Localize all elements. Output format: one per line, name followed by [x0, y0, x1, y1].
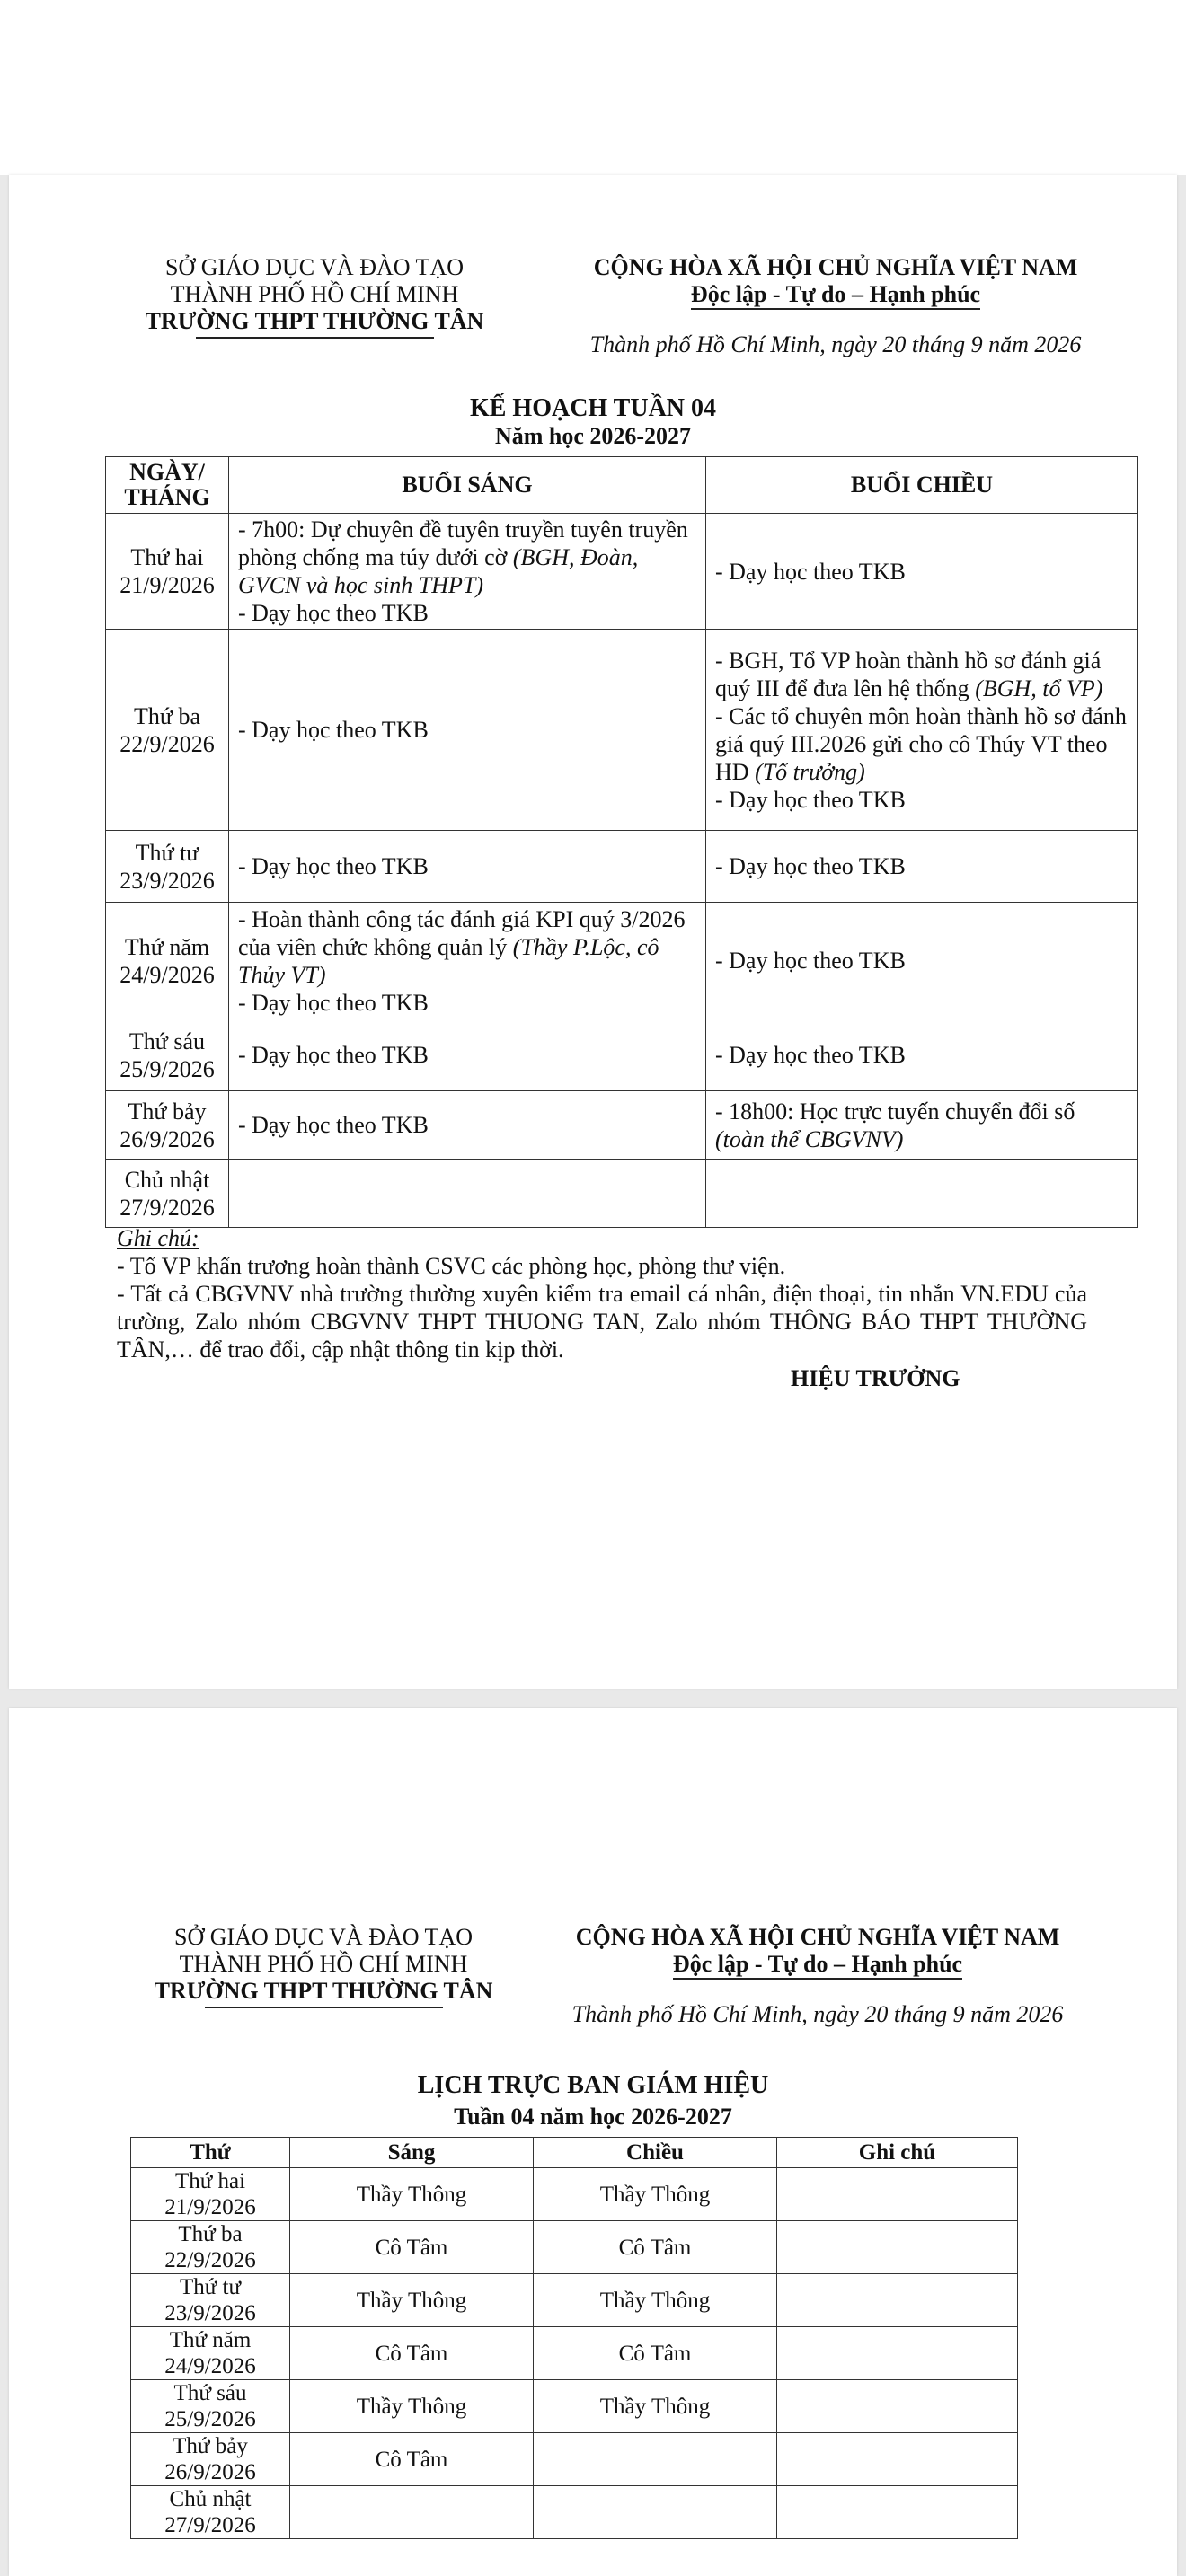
afternoon-item-participants: (BGH, tổ VP) — [975, 675, 1103, 701]
day-cell — [106, 1019, 229, 1091]
table-row — [131, 2486, 1018, 2539]
afternoon-duty: Thầy Thông — [534, 2168, 777, 2221]
afternoon-item: - Các tổ chuyên môn hoàn thành hồ sơ đánh giá quý III.2026 gửi cho cô Thúy VT theo HD — [715, 702, 1127, 785]
day-name: Thứ hai — [130, 544, 204, 570]
table-row — [131, 2380, 1018, 2433]
day-name: Thứ ba — [133, 702, 200, 729]
day-name: Chủ nhật — [169, 2487, 252, 2511]
day-date: 27/9/2026 — [119, 1194, 215, 1221]
morning-item: - Dạy học theo TKB — [238, 600, 429, 626]
morning-cell — [229, 903, 706, 1019]
day-cell — [106, 514, 229, 630]
roster-title: LỊCH TRỰC BAN GIÁM HIỆU — [417, 2071, 769, 2099]
morning-duty: Cô Tâm — [290, 2221, 534, 2274]
afternoon-duty: Cô Tâm — [534, 2221, 777, 2274]
national-motto-block — [548, 254, 1123, 358]
morning-item: - Dạy học theo TKB — [238, 989, 429, 1016]
column-header-day-line2: THÁNG — [124, 484, 210, 510]
day-name: Chủ nhật — [124, 1166, 210, 1193]
day-date: 21/9/2026 — [119, 572, 215, 598]
agency-line-2: THÀNH PHỐ HỒ CHÍ MINH — [170, 281, 459, 307]
note-line: - Tất cả CBGVNV nhà trường thường xuyên kiểm tra email cá nhân, điện thoại, tin nhắn VN.EDU của trường, Zalo nhóm CBGVNV THPT THUONG TAN, Zalo nhóm THÔNG BÁO THPT THƯỜNG TÂN,… để trao đổi, cập nhật thông tin kịp thời. — [117, 1281, 1087, 1363]
day-date: 22/9/2026 — [164, 2248, 256, 2272]
note-cell — [777, 2168, 1018, 2221]
agency-block — [126, 254, 503, 339]
weekly-plan-table — [105, 456, 1138, 1228]
table-row — [106, 1160, 1138, 1228]
country-name: CỘNG HÒA XÃ HỘI CHỦ NGHĨA VIỆT NAM — [575, 1924, 1060, 1950]
morning-cell: - Dạy học theo TKB — [229, 1091, 706, 1160]
table-row — [131, 2221, 1018, 2274]
agency-line-2: THÀNH PHỐ HỒ CHÍ MINH — [179, 1951, 468, 1977]
afternoon-cell — [706, 630, 1138, 831]
note-cell — [777, 2486, 1018, 2539]
morning-duty: Thầy Thông — [290, 2168, 534, 2221]
table-row — [106, 831, 1138, 903]
table-header-row — [106, 457, 1138, 514]
afternoon-cell — [706, 514, 1138, 630]
note-cell — [777, 2274, 1018, 2327]
day-name: Thứ hai — [174, 2169, 246, 2193]
column-header-morning: Sáng — [290, 2138, 534, 2168]
afternoon-item: - 18h00: Học trực tuyến chuyển đổi số — [715, 1098, 1075, 1125]
day-cell — [131, 2221, 290, 2274]
day-date: 23/9/2026 — [119, 867, 215, 894]
agency-underline — [205, 2007, 443, 2008]
notes-label: Ghi chú: — [117, 1225, 199, 1251]
morning-item: - 7h00: Dự chuyên đề tuyên truyền tuyên truyền phòng chống ma túy dưới cờ — [238, 516, 688, 570]
table-row — [106, 1091, 1138, 1160]
duty-roster-table — [130, 2137, 1018, 2539]
day-cell — [106, 630, 229, 831]
place-date: Thành phố Hồ Chí Minh, ngày 20 tháng 9 năm 2026 — [571, 2001, 1064, 2027]
morning-item-participants: (BGH, Đoàn, GVCN và học sinh THPT) — [238, 544, 639, 598]
afternoon-item: - Dạy học theo TKB — [715, 786, 906, 813]
table-row — [131, 2327, 1018, 2380]
day-name: Thứ sáu — [128, 1028, 206, 1054]
table-row — [106, 903, 1138, 1019]
day-date: 26/9/2026 — [119, 1125, 215, 1152]
afternoon-item-participants: (Tổ trưởng) — [755, 758, 865, 785]
notes-section — [117, 1224, 1087, 1363]
day-name: Thứ bảy — [128, 1098, 207, 1125]
weekly-plan-page — [9, 175, 1177, 1689]
school-name: TRƯỜNG THPT THƯỜNG TÂN — [154, 1978, 493, 2004]
morning-cell: - Dạy học theo TKB — [229, 831, 706, 903]
day-cell — [106, 903, 229, 1019]
signature-title: HIỆU TRƯỞNG — [791, 1365, 960, 1391]
school-name: TRƯỜNG THPT THƯỜNG TÂN — [145, 308, 484, 334]
morning-item: - Hoàn thành công tác đánh giá KPI quý 3/2026 của viên chức không quản lý — [238, 905, 686, 960]
afternoon-item: - BGH, Tổ VP hoàn thành hồ sơ đánh giá quý III để đưa lên hệ thống — [715, 647, 1102, 701]
note-cell — [777, 2327, 1018, 2380]
day-date: 27/9/2026 — [164, 2513, 256, 2537]
note-cell — [777, 2221, 1018, 2274]
day-date: 26/9/2026 — [164, 2460, 256, 2484]
day-cell — [131, 2380, 290, 2433]
motto: Độc lập - Tự do – Hạnh phúc — [673, 1951, 962, 1980]
top-blank-area — [0, 0, 1186, 175]
day-name: Thứ ba — [178, 2222, 243, 2246]
agency-line-1: SỞ GIÁO DỤC VÀ ĐÀO TẠO — [165, 254, 464, 280]
day-name: Thứ năm — [124, 933, 210, 960]
place-date: Thành phố Hồ Chí Minh, ngày 20 tháng 9 năm 2026 — [589, 331, 1082, 357]
column-header-day — [106, 457, 229, 514]
day-cell — [106, 1160, 229, 1228]
day-date: 23/9/2026 — [164, 2301, 256, 2325]
table-row — [106, 1019, 1138, 1091]
morning-duty: Thầy Thông — [290, 2380, 534, 2433]
afternoon-cell — [706, 1160, 1138, 1228]
column-header-day: Thứ — [131, 2138, 290, 2168]
day-cell — [131, 2274, 290, 2327]
document-subtitle: Năm học 2026-2027 — [494, 423, 692, 449]
day-date: 25/9/2026 — [119, 1055, 215, 1082]
note-cell — [777, 2433, 1018, 2486]
agency-line-1: SỞ GIÁO DỤC VÀ ĐÀO TẠO — [174, 1924, 473, 1950]
afternoon-duty — [534, 2486, 777, 2539]
day-name: Thứ năm — [169, 2328, 252, 2352]
day-date: 25/9/2026 — [164, 2407, 256, 2431]
table-header-row — [131, 2138, 1018, 2168]
table-row — [106, 630, 1138, 831]
afternoon-item-participants: (toàn thể CBGVNV) — [715, 1125, 904, 1152]
day-cell — [106, 1091, 229, 1160]
table-row — [106, 514, 1138, 630]
morning-duty: Cô Tâm — [290, 2433, 534, 2486]
day-date: 24/9/2026 — [164, 2354, 256, 2378]
afternoon-duty — [534, 2433, 777, 2486]
morning-cell: - Dạy học theo TKB — [229, 1019, 706, 1091]
day-name: Thứ tư — [135, 839, 199, 866]
morning-item-participants: (Thầy P.Lộc, cô Thủy VT) — [238, 933, 659, 988]
table-row — [131, 2433, 1018, 2486]
agency-block — [135, 1924, 512, 2008]
column-header-note: Ghi chú — [777, 2138, 1018, 2168]
afternoon-cell: - Dạy học theo TKB — [706, 903, 1138, 1019]
morning-cell — [229, 514, 706, 630]
day-cell — [131, 2486, 290, 2539]
column-header-afternoon: Chiều — [534, 2138, 777, 2168]
table-row — [131, 2274, 1018, 2327]
day-date: 21/9/2026 — [164, 2195, 256, 2219]
day-name: Thứ tư — [179, 2275, 242, 2299]
column-header-afternoon: BUỔI CHIỀU — [706, 457, 1138, 514]
afternoon-cell: - Dạy học theo TKB — [706, 831, 1138, 903]
note-line: - Tổ VP khẩn trương hoàn thành CSVC các phòng học, phòng thư viện. — [117, 1253, 786, 1279]
day-date: 22/9/2026 — [119, 730, 215, 757]
document-title: KẾ HOẠCH TUẦN 04 — [469, 394, 717, 422]
morning-cell — [229, 630, 706, 831]
note-cell — [777, 2380, 1018, 2433]
day-cell — [106, 831, 229, 903]
morning-cell — [229, 1160, 706, 1228]
day-date: 24/9/2026 — [119, 961, 215, 988]
morning-duty: Thầy Thông — [290, 2274, 534, 2327]
afternoon-cell: - Dạy học theo TKB — [706, 1019, 1138, 1091]
day-cell — [131, 2433, 290, 2486]
table-row — [131, 2168, 1018, 2221]
afternoon-duty: Thầy Thông — [534, 2274, 777, 2327]
morning-item: - Dạy học theo TKB — [238, 717, 429, 743]
day-name: Thứ bảy — [173, 2434, 248, 2458]
column-header-day-line1: NGÀY/ — [129, 459, 205, 485]
duty-roster-page — [9, 1708, 1177, 2576]
country-name: CỘNG HÒA XÃ HỘI CHỦ NGHĨA VIỆT NAM — [593, 254, 1078, 280]
day-name: Thứ sáu — [173, 2381, 247, 2405]
day-cell — [131, 2168, 290, 2221]
motto: Độc lập - Tự do – Hạnh phúc — [691, 281, 980, 310]
morning-duty: Cô Tâm — [290, 2327, 534, 2380]
column-header-morning: BUỔI SÁNG — [229, 457, 706, 514]
agency-underline — [196, 337, 434, 339]
afternoon-cell — [706, 1091, 1138, 1160]
afternoon-duty: Cô Tâm — [534, 2327, 777, 2380]
morning-duty — [290, 2486, 534, 2539]
afternoon-duty: Thầy Thông — [534, 2380, 777, 2433]
roster-subtitle: Tuần 04 năm học 2026-2027 — [454, 2104, 732, 2130]
afternoon-item: - Dạy học theo TKB — [715, 558, 906, 585]
national-motto-block — [530, 1924, 1105, 2028]
day-cell — [131, 2327, 290, 2380]
